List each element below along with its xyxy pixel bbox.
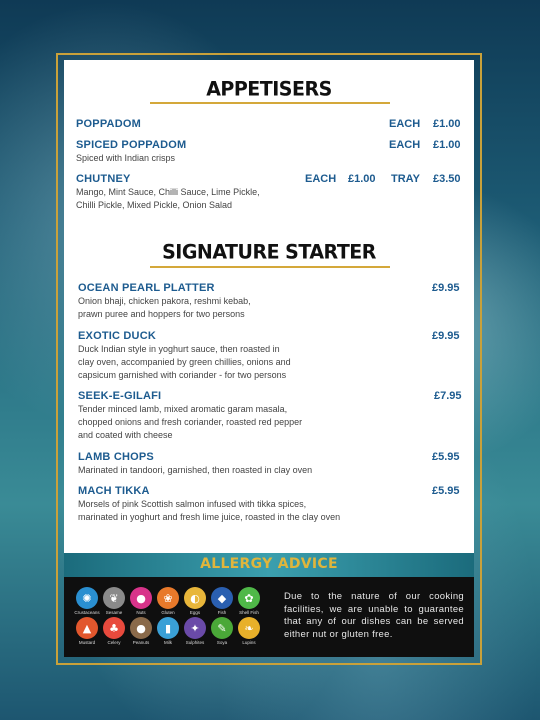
item-unit: EACH [305,173,337,185]
item-price: £1.00 [348,173,376,185]
item-name: EXOTIC DUCK [78,330,156,342]
peanuts-icon: ● [130,617,152,639]
item-description: and coated with cheese [78,430,173,440]
menu-card [64,60,474,554]
menu-item-seek-e-gilafi [78,390,466,442]
item-name: SPICED POPPADOM [76,139,187,151]
crustaceans-icon: ✺ [76,587,98,609]
menu-item-chutney [76,173,464,212]
allergy-advice-text: Due to the nature of our cooking facilities, we are unable to guarantee that any of our dishes can be served either nut or gluten free. [284,591,464,640]
item-price: £5.95 [432,485,460,497]
shell-fish-icon: ✿ [238,587,260,609]
celery-icon: ♣ [103,617,125,639]
menu-item-lamb-chops [78,451,466,477]
fish-label: Fish [217,610,227,615]
item-description: Spiced with Indian crisps [76,153,176,163]
item-name: POPPADOM [76,118,141,130]
item-name: SEEK-E-GILAFI [78,390,162,402]
item-description: Morsels of pink Scottish salmon infused with tikka spices, [78,499,307,509]
item-price: £9.95 [432,282,460,294]
shell-fish-label: Shell Fish [239,610,259,615]
item-unit: EACH [389,139,421,151]
item-price: £7.95 [434,390,462,402]
appetisers-title: APPETISERS [206,77,332,101]
allergy-panel [64,577,474,657]
item-name: OCEAN PEARL PLATTER [78,282,215,294]
item-name: LAMB CHOPS [78,451,154,463]
soya-icon: ✎ [211,617,233,639]
nuts-icon: ● [130,587,152,609]
mustard-label: Mustard [78,640,96,645]
eggs-icon: ◐ [184,587,206,609]
item-description: Mango, Mint Sauce, Chilli Sauce, Lime Pickle, [76,187,260,197]
fish-icon: ◆ [211,587,233,609]
item-price: £5.95 [432,451,460,463]
eggs-label: Eggs [189,610,201,615]
item-description: clay oven, accompanied by green chillies, onions and [78,357,291,367]
item-unit-tray: TRAY [391,173,420,185]
soya-label: Soya [216,640,228,645]
item-description: chopped onions and fresh coriander, roasted red pepper [78,417,303,427]
item-unit: EACH [389,118,421,130]
sulphites-label: Sulphites [185,640,205,645]
item-description: Onion bhaji, chicken pakora, reshmi kebab, [78,296,251,306]
menu-item-poppadom [76,118,464,130]
starters-underline [150,266,390,268]
crustaceans-label: Crustaceans [74,610,100,615]
nuts-label: Nuts [136,610,146,615]
gluten-label: Gluten [161,610,175,615]
menu-item-spiced-poppadom [76,139,464,165]
lupins-icon: ❧ [238,617,260,639]
milk-label: Milk [164,640,172,645]
sesame-label: Sesame [105,610,123,615]
item-description: prawn puree and hoppers for two persons [78,309,245,319]
gluten-icon: ❀ [157,587,179,609]
menu-item-mach-tikka [78,485,466,524]
menu-item-exotic-duck [78,330,466,382]
sesame-icon: ❦ [103,587,125,609]
lupins-label: Lupins [242,640,256,645]
mustard-icon: ▲ [76,617,98,639]
allergy-title: ALLERGY ADVICE [200,556,338,572]
item-price-tray: £3.50 [433,173,461,185]
appetisers-underline [150,102,390,104]
item-name: MACH TIKKA [78,485,150,497]
starters-title: SIGNATURE STARTER [162,240,376,264]
sulphites-icon: ✦ [184,617,206,639]
item-price: £9.95 [432,330,460,342]
peanuts-label: Peanuts [132,640,150,645]
milk-icon: ▮ [157,617,179,639]
item-description: capsicum garnished with coriander - for two persons [78,370,287,380]
item-description-line-2: Chilli Pickle, Mixed Pickle, Onion Salad [76,200,233,210]
celery-label: Celery [107,640,121,645]
item-description: marinated in yoghurt and fresh lime juice, roasted in the clay oven [78,512,341,522]
item-name: CHUTNEY [76,173,131,185]
item-price: £1.00 [433,139,461,151]
item-description: Marinated in tandoori, garnished, then roasted in clay oven [78,465,313,475]
menu-item-ocean-pearl-platter [78,282,466,321]
item-description: Tender minced lamb, mixed aromatic garam masala, [78,404,288,414]
allergy-header-bar [64,553,474,577]
item-price: £1.00 [433,118,461,130]
item-description: Duck Indian style in yoghurt sauce, then roasted in [78,344,280,354]
